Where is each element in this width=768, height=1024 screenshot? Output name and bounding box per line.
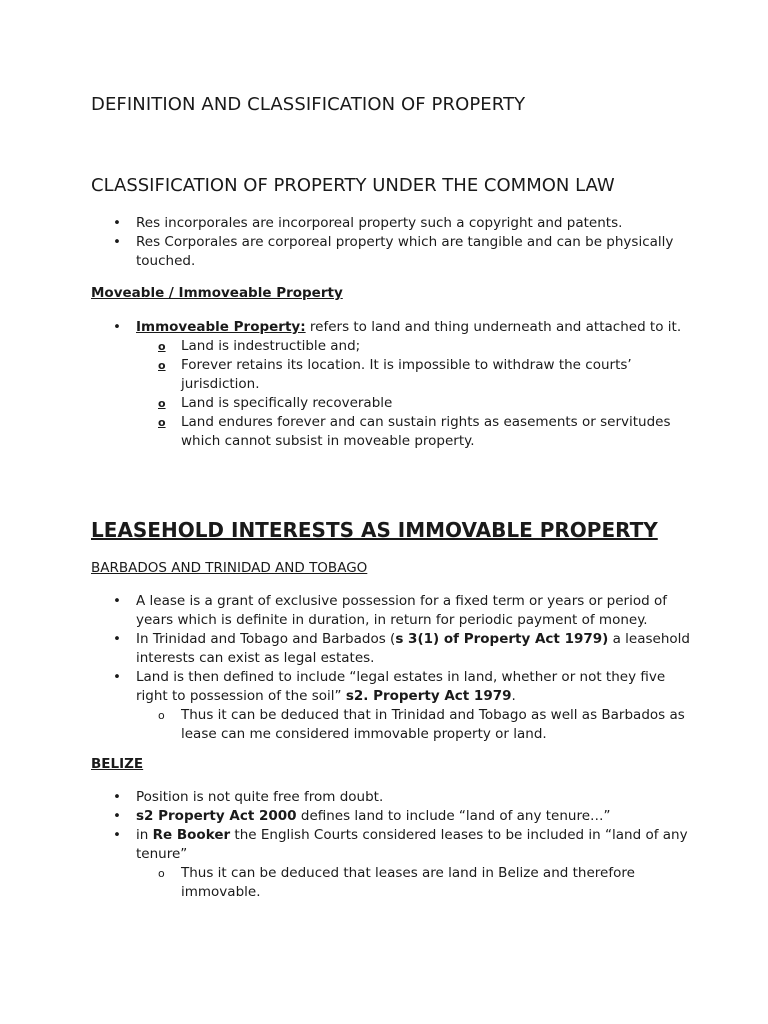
barbados-list [91,592,691,744]
statute-reference: s2 Property Act 2000 [136,808,297,824]
sublist-item [136,864,691,902]
sublist-item-text: Thus it can be deduced that in Trinidad and Tobago as well as Barbados as lease can me considered immovable property or land. [181,707,685,742]
sublist-item [136,706,691,744]
list-item-text: A lease is a grant of exclusive possession for a fixed term or years or period of years which is definite in duration, in return for periodic payment of money. [136,593,667,628]
list-item-text: in [136,827,153,843]
section-heading-common-law: CLASSIFICATION OF PROPERTY UNDER THE COMMON LAW [91,175,615,196]
list-item [91,630,691,668]
sublist-marker: o [158,416,166,429]
statute-reference: s2. Property Act 1979 [345,688,512,704]
sublist-item-text: Thus it can be deduced that leases are land in Belize and therefore immovable. [181,865,635,900]
moveable-heading: Moveable / Immoveable Property [91,285,343,301]
sublist-item [136,356,691,394]
list-item [91,592,691,630]
list-item-text: Position is not quite free from doubt. [136,789,384,805]
list-item-text: the English Courts considered leases to be included in “land of any tenure” [136,827,688,862]
barbados-heading: BARBADOS AND TRINIDAD AND TOBAGO [91,560,368,576]
list-item [91,788,691,807]
immoveable-sublist [136,337,691,451]
belize-list [91,788,691,902]
document-title: DEFINITION AND CLASSIFICATION OF PROPERTY [91,94,526,115]
list-item [91,318,691,451]
immoveable-text: refers to land and thing underneath and attached to it. [305,319,682,335]
list-item-text: Land is then defined to include “legal estates in land, whether or not they five right to possession of the soil” [136,669,666,704]
sublist-item-text: Land is indestructible and; [181,338,361,354]
belize-sublist [136,864,691,902]
sublist-item [136,394,691,413]
list-item-text: Res incorporales are incorporeal property such a copyright and patents. [136,215,623,231]
list-item-text: Res Corporales are corporeal property which are tangible and can be physically touched. [136,234,674,269]
case-reference: Re Booker [152,827,231,843]
sublist-item-text: Forever retains its location. It is impossible to withdraw the courts’ jurisdiction. [181,357,632,392]
list-item-text: a leasehold interests can exist as legal estates. [136,631,690,666]
list-item [91,807,691,826]
sublist-item-text: Land endures forever and can sustain rights as easements or servitudes which cannot subsist in moveable property. [181,414,671,449]
sublist-item [136,413,691,451]
sublist-marker: o [158,867,165,880]
list-item [91,233,691,271]
sublist-item-text: Land is specifically recoverable [181,395,393,411]
list-item [91,668,691,744]
sublist-marker: o [158,397,166,410]
immoveable-list [91,318,691,451]
leasehold-heading: LEASEHOLD INTERESTS AS IMMOVABLE PROPERTY [91,518,658,542]
sublist-marker: o [158,340,166,353]
list-item [91,826,691,902]
list-item-text: . [511,688,516,704]
common-law-list [91,214,691,271]
sublist-marker: o [158,359,166,372]
immoveable-label: Immoveable Property: [136,319,306,335]
sublist-marker: o [158,709,165,722]
list-item-text: In Trinidad and Tobago and Barbados ( [136,631,396,647]
list-item-text: defines land to include “land of any tenure…” [296,808,611,824]
barbados-sublist [136,706,691,744]
belize-heading: BELIZE [91,756,144,772]
sublist-item [136,337,691,356]
statute-reference: s 3(1) of Property Act 1979) [395,631,609,647]
list-item [91,214,691,233]
